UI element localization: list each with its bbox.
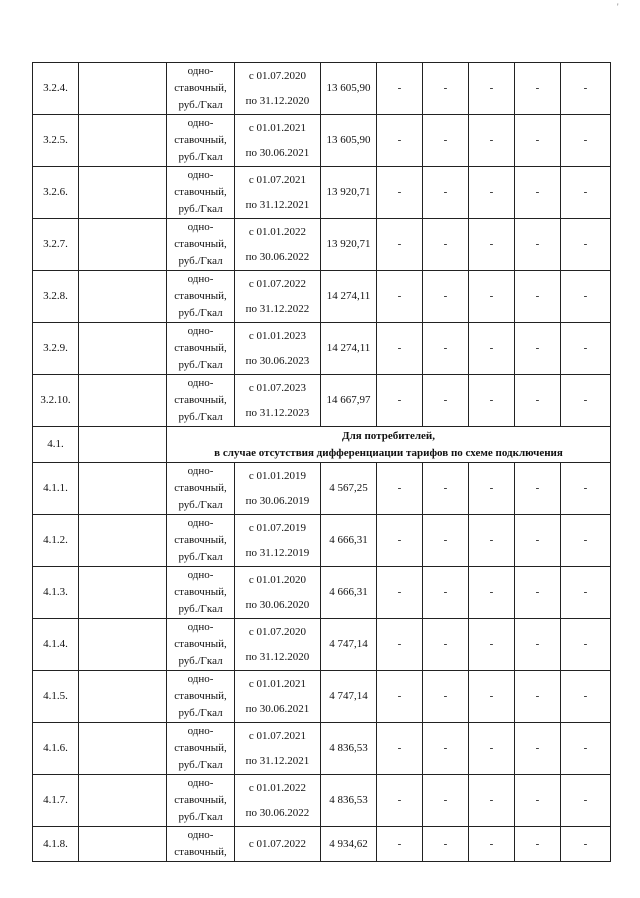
unit-line: руб./Гкал	[178, 307, 223, 319]
unit-line: одно-	[187, 273, 214, 285]
empty-value-cell: -	[515, 827, 561, 862]
unit-line: ставочный,	[174, 690, 227, 702]
empty-value-cell: -	[515, 775, 561, 827]
row-number: 4.1.4.	[33, 619, 79, 671]
empty-value-cell: -	[561, 775, 611, 827]
empty-value-cell: -	[377, 167, 423, 219]
section-title-line1: Для потребителей,	[342, 429, 435, 442]
blank-cell	[79, 323, 167, 375]
period-to: по 30.06.2021	[245, 146, 310, 159]
empty-value-cell: -	[423, 219, 469, 271]
empty-value-cell: -	[377, 63, 423, 115]
empty-value-cell: -	[561, 167, 611, 219]
period-to: по 30.06.2019	[245, 494, 310, 507]
table-row	[33, 463, 611, 515]
period-from: с 01.07.2019	[248, 521, 307, 534]
period-from: с 01.07.2020	[248, 69, 307, 82]
table-row	[33, 323, 611, 375]
period-to: по 31.12.2021	[245, 754, 310, 767]
empty-value-cell: -	[561, 567, 611, 619]
period-cell	[235, 463, 321, 515]
tariff-value: 4 666,31	[321, 515, 377, 567]
row-number: 3.2.4.	[33, 63, 79, 115]
unit-line: руб./Гкал	[178, 655, 223, 667]
empty-value-cell: -	[423, 463, 469, 515]
period-cell	[235, 167, 321, 219]
unit-line: руб./Гкал	[178, 203, 223, 215]
empty-value-cell: -	[561, 671, 611, 723]
unit-line: ставочный,	[174, 290, 227, 302]
empty-value-cell: -	[515, 323, 561, 375]
tariff-value: 4 747,14	[321, 619, 377, 671]
row-number: 4.1.5.	[33, 671, 79, 723]
row-number: 4.1.2.	[33, 515, 79, 567]
unit-line: руб./Гкал	[178, 411, 223, 423]
unit-line: одно-	[187, 377, 214, 389]
unit-line: руб./Гкал	[178, 255, 223, 267]
period-to: по 31.12.2020	[245, 94, 310, 107]
empty-value-cell: -	[377, 271, 423, 323]
period-cell	[235, 619, 321, 671]
unit-line: одно-	[187, 569, 214, 581]
period-to: по 31.12.2023	[245, 406, 310, 419]
blank-cell	[79, 567, 167, 619]
unit-line: ставочный,	[174, 82, 227, 94]
period-from: с 01.01.2022	[248, 225, 307, 238]
unit-line: ставочный,	[174, 394, 227, 406]
period-cell	[235, 271, 321, 323]
period-cell	[235, 515, 321, 567]
unit-line: руб./Гкал	[178, 811, 223, 823]
row-number: 4.1.8.	[33, 827, 79, 862]
empty-value-cell: -	[515, 219, 561, 271]
unit-line: ставочный,	[174, 534, 227, 546]
blank-cell	[79, 375, 167, 427]
empty-value-cell: -	[377, 723, 423, 775]
blank-cell	[79, 723, 167, 775]
empty-value-cell: -	[469, 827, 515, 862]
unit-cell	[167, 567, 235, 619]
period-cell	[235, 671, 321, 723]
empty-value-cell: -	[377, 375, 423, 427]
empty-value-cell: -	[561, 375, 611, 427]
period-from: с 01.01.2020	[248, 573, 307, 586]
period-cell	[235, 723, 321, 775]
blank-cell	[79, 775, 167, 827]
empty-value-cell: -	[423, 671, 469, 723]
period-from: с 01.07.2022	[248, 277, 307, 290]
period-from: с 01.01.2021	[248, 677, 307, 690]
blank-cell	[79, 115, 167, 167]
unit-line: одно-	[187, 517, 214, 529]
period-from: с 01.01.2021	[248, 121, 307, 134]
empty-value-cell: -	[561, 219, 611, 271]
table-body-last	[33, 827, 611, 862]
row-number: 3.2.9.	[33, 323, 79, 375]
period-from: с 01.01.2019	[248, 469, 307, 482]
unit-cell	[167, 323, 235, 375]
empty-value-cell: -	[423, 567, 469, 619]
period-to: по 30.06.2020	[245, 598, 310, 611]
period-cell	[235, 219, 321, 271]
empty-value-cell: -	[423, 63, 469, 115]
empty-value-cell: -	[377, 219, 423, 271]
period-from: с 01.07.2020	[248, 625, 307, 638]
unit-line: одно-	[187, 777, 214, 789]
section-blank-cell	[79, 427, 167, 463]
empty-value-cell: -	[423, 271, 469, 323]
row-number: 4.1.6.	[33, 723, 79, 775]
tariff-value: 4 836,53	[321, 723, 377, 775]
row-number: 4.1.7.	[33, 775, 79, 827]
unit-cell	[167, 115, 235, 167]
period-to: по 31.12.2022	[245, 302, 310, 315]
empty-value-cell: -	[377, 619, 423, 671]
empty-value-cell: -	[423, 619, 469, 671]
unit-line: руб./Гкал	[178, 499, 223, 511]
empty-value-cell: -	[515, 167, 561, 219]
empty-value-cell: -	[561, 63, 611, 115]
unit-cell	[167, 671, 235, 723]
period-cell	[235, 323, 321, 375]
table-row	[33, 619, 611, 671]
period-to: по 31.12.2020	[245, 650, 310, 663]
unit-line: руб./Гкал	[178, 603, 223, 615]
empty-value-cell: -	[377, 567, 423, 619]
period-from: с 01.07.2021	[248, 173, 307, 186]
empty-value-cell: -	[515, 63, 561, 115]
empty-value-cell: -	[377, 463, 423, 515]
unit-line: одно-	[187, 673, 214, 685]
empty-value-cell: -	[561, 463, 611, 515]
unit-line: ставочный,	[174, 238, 227, 250]
unit-line: ставочный,	[174, 742, 227, 754]
unit-line: ставочный,	[174, 846, 227, 858]
empty-value-cell: -	[423, 827, 469, 862]
tariff-value: 4 666,31	[321, 567, 377, 619]
table-row	[33, 115, 611, 167]
tariff-value: 14 667,97	[321, 375, 377, 427]
blank-cell	[79, 515, 167, 567]
unit-line: руб./Гкал	[178, 707, 223, 719]
unit-cell	[167, 463, 235, 515]
empty-value-cell: -	[469, 63, 515, 115]
empty-value-cell: -	[423, 375, 469, 427]
row-number: 3.2.6.	[33, 167, 79, 219]
unit-line: ставочный,	[174, 586, 227, 598]
empty-value-cell: -	[469, 219, 515, 271]
period-cell	[235, 567, 321, 619]
row-number: 3.2.10.	[33, 375, 79, 427]
period-cell	[235, 63, 321, 115]
unit-line: ставочный,	[174, 794, 227, 806]
empty-value-cell: -	[423, 775, 469, 827]
empty-value-cell: -	[469, 463, 515, 515]
unit-line: ставочный,	[174, 638, 227, 650]
empty-value-cell: -	[515, 463, 561, 515]
unit-cell	[167, 63, 235, 115]
empty-value-cell: -	[469, 775, 515, 827]
unit-line: руб./Гкал	[178, 359, 223, 371]
table-row	[33, 671, 611, 723]
unit-line: одно-	[187, 325, 214, 337]
empty-value-cell: -	[515, 271, 561, 323]
empty-value-cell: -	[515, 375, 561, 427]
table-row	[33, 167, 611, 219]
empty-value-cell: -	[423, 115, 469, 167]
period-cell	[235, 827, 321, 862]
unit-line: одно-	[187, 465, 214, 477]
empty-value-cell: -	[469, 167, 515, 219]
tariff-value: 4 836,53	[321, 775, 377, 827]
empty-value-cell: -	[561, 323, 611, 375]
blank-cell	[79, 827, 167, 862]
empty-value-cell: -	[515, 671, 561, 723]
blank-cell	[79, 619, 167, 671]
section-title-line2: в случае отсутствия дифференциации тарифов по схеме подключения	[214, 446, 563, 459]
period-from: с 01.01.2022	[248, 781, 307, 794]
tariff-value: 4 567,25	[321, 463, 377, 515]
period-from: с 01.01.2023	[248, 329, 307, 342]
empty-value-cell: -	[377, 827, 423, 862]
period-to: по 30.06.2022	[245, 250, 310, 263]
row-number: 3.2.5.	[33, 115, 79, 167]
empty-value-cell: -	[377, 775, 423, 827]
tariff-value: 13 920,71	[321, 219, 377, 271]
empty-value-cell: -	[515, 515, 561, 567]
empty-value-cell: -	[469, 115, 515, 167]
empty-value-cell: -	[423, 167, 469, 219]
row-number: 3.2.7.	[33, 219, 79, 271]
unit-line: ставочный,	[174, 482, 227, 494]
unit-cell	[167, 271, 235, 323]
table-row	[33, 827, 611, 862]
tariff-value: 4 747,14	[321, 671, 377, 723]
empty-value-cell: -	[469, 323, 515, 375]
unit-line: одно-	[187, 221, 214, 233]
table-row	[33, 271, 611, 323]
empty-value-cell: -	[469, 723, 515, 775]
tariff-value: 13 920,71	[321, 167, 377, 219]
row-number: 3.2.8.	[33, 271, 79, 323]
unit-line: одно-	[187, 65, 214, 77]
unit-cell	[167, 723, 235, 775]
section-header-row	[33, 427, 611, 463]
unit-cell	[167, 827, 235, 862]
blank-cell	[79, 63, 167, 115]
period-to: по 31.12.2021	[245, 198, 310, 211]
blank-cell	[79, 219, 167, 271]
empty-value-cell: -	[469, 375, 515, 427]
period-cell	[235, 775, 321, 827]
unit-line: руб./Гкал	[178, 99, 223, 111]
row-number: 4.1.1.	[33, 463, 79, 515]
period-cell	[235, 115, 321, 167]
empty-value-cell: -	[423, 515, 469, 567]
period-to: по 31.12.2019	[245, 546, 310, 559]
table-row	[33, 63, 611, 115]
unit-cell	[167, 775, 235, 827]
empty-value-cell: -	[423, 723, 469, 775]
table-body-part1	[33, 63, 611, 427]
tariff-value: 4 934,62	[321, 827, 377, 862]
empty-value-cell: -	[515, 723, 561, 775]
period-to: по 30.06.2023	[245, 354, 310, 367]
blank-cell	[79, 271, 167, 323]
table-row	[33, 775, 611, 827]
empty-value-cell: -	[469, 271, 515, 323]
empty-value-cell: -	[561, 723, 611, 775]
period-to: по 30.06.2022	[245, 806, 310, 819]
blank-cell	[79, 671, 167, 723]
empty-value-cell: -	[515, 567, 561, 619]
empty-value-cell: -	[469, 567, 515, 619]
unit-line: одно-	[187, 725, 214, 737]
unit-line: руб./Гкал	[178, 759, 223, 771]
unit-line: одно-	[187, 621, 214, 633]
empty-value-cell: -	[377, 115, 423, 167]
unit-cell	[167, 219, 235, 271]
empty-value-cell: -	[515, 619, 561, 671]
unit-line: ставочный,	[174, 186, 227, 198]
empty-value-cell: -	[377, 323, 423, 375]
table-row	[33, 515, 611, 567]
unit-line: ставочный,	[174, 134, 227, 146]
row-number: 4.1.3.	[33, 567, 79, 619]
page-corner-mark: '	[617, 2, 619, 12]
unit-line: руб./Гкал	[178, 551, 223, 563]
section-header-group	[33, 427, 611, 463]
table-row	[33, 375, 611, 427]
empty-value-cell: -	[469, 619, 515, 671]
empty-value-cell: -	[469, 515, 515, 567]
unit-cell	[167, 375, 235, 427]
unit-line: ставочный,	[174, 342, 227, 354]
tariff-value: 13 605,90	[321, 63, 377, 115]
empty-value-cell: -	[561, 115, 611, 167]
period-to: по 30.06.2021	[245, 702, 310, 715]
period-from: с 01.07.2022	[248, 837, 307, 850]
unit-cell	[167, 515, 235, 567]
tariff-table	[32, 62, 611, 862]
table-body-part2	[33, 463, 611, 827]
empty-value-cell: -	[469, 671, 515, 723]
unit-cell	[167, 619, 235, 671]
empty-value-cell: -	[561, 827, 611, 862]
empty-value-cell: -	[561, 271, 611, 323]
empty-value-cell: -	[515, 115, 561, 167]
blank-cell	[79, 463, 167, 515]
period-cell	[235, 375, 321, 427]
unit-line: руб./Гкал	[178, 151, 223, 163]
tariff-value: 14 274,11	[321, 323, 377, 375]
unit-cell	[167, 167, 235, 219]
blank-cell	[79, 167, 167, 219]
section-number: 4.1.	[33, 427, 79, 463]
period-from: с 01.07.2021	[248, 729, 307, 742]
tariff-value: 13 605,90	[321, 115, 377, 167]
unit-line: одно-	[187, 829, 214, 841]
empty-value-cell: -	[377, 671, 423, 723]
table-row	[33, 567, 611, 619]
period-from: с 01.07.2023	[248, 381, 307, 394]
unit-line: одно-	[187, 169, 214, 181]
tariff-value: 14 274,11	[321, 271, 377, 323]
table-row	[33, 219, 611, 271]
unit-line: одно-	[187, 117, 214, 129]
empty-value-cell: -	[377, 515, 423, 567]
empty-value-cell: -	[423, 323, 469, 375]
empty-value-cell: -	[561, 619, 611, 671]
section-title	[167, 427, 611, 463]
table-row	[33, 723, 611, 775]
empty-value-cell: -	[561, 515, 611, 567]
